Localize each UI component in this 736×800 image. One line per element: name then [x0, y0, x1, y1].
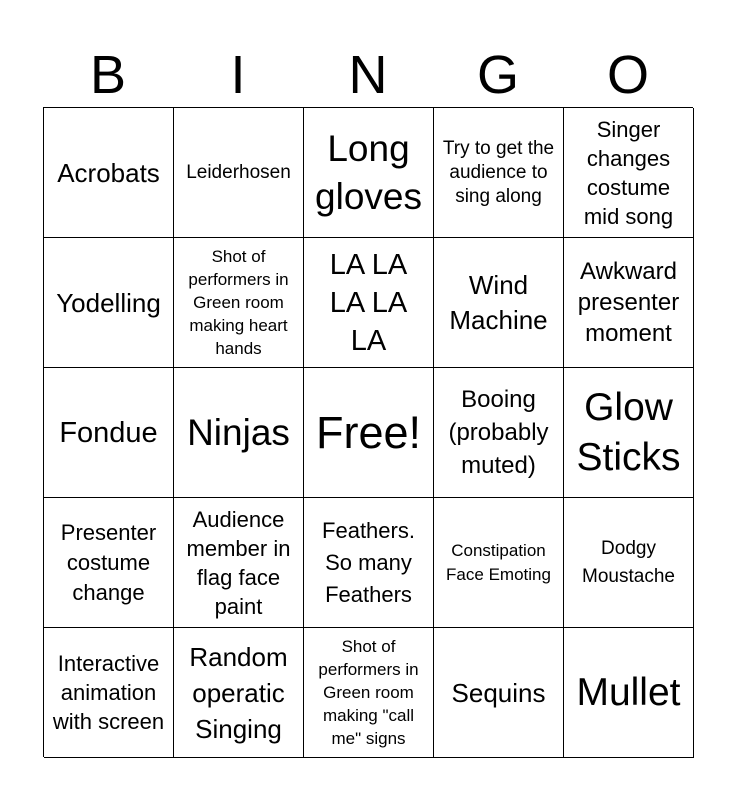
- bingo-cell-r3-c5[interactable]: [564, 368, 694, 498]
- cell-label: Presenter costume change: [60, 519, 157, 605]
- bingo-card: [43, 107, 693, 757]
- cell-label: Sequins: [451, 677, 546, 708]
- bingo-cell-r1-c4[interactable]: [434, 108, 564, 238]
- header-letter-g: G: [476, 45, 519, 105]
- bingo-cell-r4-c1[interactable]: [44, 498, 174, 628]
- bingo-cell-r4-c2[interactable]: [174, 498, 304, 628]
- header-letter-i: I: [230, 45, 246, 105]
- cell-label: Try to get the audience to sing along: [442, 137, 555, 207]
- cell-label: Mullet: [576, 670, 681, 714]
- cell-label: Interactive animation with screen: [52, 651, 165, 734]
- cell-label: Singer changes costume mid song: [583, 116, 674, 229]
- bingo-cell-r2-c3[interactable]: [304, 238, 434, 368]
- cell-label: Awkward presenter moment: [577, 258, 680, 347]
- cell-label: Acrobats: [57, 157, 160, 188]
- bingo-cell-r2-c5[interactable]: [564, 238, 694, 368]
- header-letter-b: B: [89, 45, 127, 105]
- bingo-cell-r3-c1[interactable]: [44, 368, 174, 498]
- bingo-cell-r4-c3[interactable]: [304, 498, 434, 628]
- bingo-cell-r4-c5[interactable]: [564, 498, 694, 628]
- bingo-cell-r3-c2[interactable]: [174, 368, 304, 498]
- cell-label: Wind Machine: [449, 269, 548, 335]
- bingo-cell-r1-c2[interactable]: [174, 108, 304, 238]
- bingo-header: [43, 42, 693, 108]
- bingo-cell-r3-c3[interactable]: [304, 368, 434, 498]
- bingo-cell-r1-c1[interactable]: [44, 108, 174, 238]
- free-space-label: Free!: [315, 406, 422, 458]
- cell-label: Constipation Face Emoting: [446, 540, 551, 584]
- bingo-cell-r1-c3[interactable]: [304, 108, 434, 238]
- cell-label: Long gloves: [315, 127, 422, 217]
- cell-label: Booing (probably muted): [448, 386, 549, 479]
- cell-label: Fondue: [59, 416, 158, 449]
- header-letter-o: O: [606, 45, 649, 105]
- bingo-cell-r3-c4[interactable]: [434, 368, 564, 498]
- bingo-cell-r2-c4[interactable]: [434, 238, 564, 368]
- bingo-cell-r5-c4[interactable]: [434, 628, 564, 758]
- cell-label: Dodgy Moustache: [582, 537, 675, 587]
- cell-label: Feathers. So many Feathers: [322, 517, 415, 607]
- cell-label: Leiderhosen: [186, 161, 291, 183]
- cell-label: Random operatic Singing: [189, 641, 288, 744]
- cell-label: LA LA LA LA LA: [329, 248, 408, 357]
- cell-label: Glow Sticks: [576, 385, 681, 479]
- bingo-cell-r5-c5[interactable]: [564, 628, 694, 758]
- bingo-cell-r1-c5[interactable]: [564, 108, 694, 238]
- cell-label: Shot of performers in Green room making heart hands: [188, 247, 289, 358]
- header-letter-n: N: [348, 45, 388, 105]
- bingo-cell-r5-c3[interactable]: [304, 628, 434, 758]
- cell-label: Audience member in flag face paint: [186, 506, 291, 619]
- cell-label: Ninjas: [187, 411, 290, 453]
- bingo-cell-r4-c4[interactable]: [434, 498, 564, 628]
- bingo-cell-r5-c1[interactable]: [44, 628, 174, 758]
- bingo-cell-r2-c1[interactable]: [44, 238, 174, 368]
- cell-label: Yodelling: [56, 287, 161, 318]
- bingo-cell-r5-c2[interactable]: [174, 628, 304, 758]
- cell-label: Shot of performers in Green room making "call me" signs: [318, 637, 419, 748]
- bingo-cell-r2-c2[interactable]: [174, 238, 304, 368]
